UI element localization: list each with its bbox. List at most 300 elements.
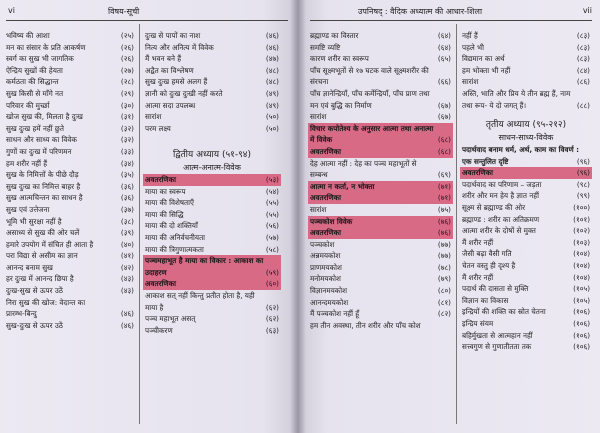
toc-entry [308, 30, 453, 42]
toc-entry [308, 216, 453, 228]
toc-entry-title: परम लक्ष्य [145, 123, 171, 133]
toc-entry [143, 30, 281, 42]
right-column-2-bottom [460, 144, 592, 353]
left-page-header: विषय-सूची [108, 7, 140, 16]
toc-entry-title: अवतरणिका [462, 168, 493, 178]
toc-entry-page: (२७) [120, 65, 134, 75]
toc-entry [4, 88, 136, 100]
toc-entry-title: सुख दुःख का निमित्त बाहर है [6, 181, 81, 191]
toc-entry-title: चेतन वस्तु ही दृश्य है [462, 260, 516, 270]
toc-entry [460, 190, 592, 202]
left-page [0, 0, 298, 433]
toc-entry-page: (५५) [265, 209, 279, 219]
toc-entry [143, 42, 281, 54]
toc-entry-title: नित्य और अनित्य में विवेक [145, 42, 214, 52]
toc-entry [4, 273, 136, 285]
toc-entry-page: (५०) [265, 112, 279, 122]
toc-entry [4, 204, 136, 216]
toc-entry-page: (६५) [437, 54, 451, 64]
toc-entry-page: (३६) [120, 193, 134, 203]
toc-entry [308, 192, 453, 204]
toc-entry-title: विज्ञानमयकोश [310, 286, 348, 296]
toc-entry [4, 76, 136, 88]
toc-entry-page: (८०) [437, 286, 451, 296]
toc-entry [4, 181, 136, 193]
toc-entry [460, 100, 592, 112]
left-column-2-top [143, 30, 281, 134]
toc-entry-title: प्राणमयकोश [310, 262, 342, 272]
toc-entry-title: स्वर्ग का सुख भी जागतिक [6, 54, 74, 64]
toc-entry [460, 42, 592, 54]
chapter-subtitle: साधन-साध्य-विवेक [498, 133, 554, 142]
toc-entry-title: सुख एवं उत्तेजना [6, 204, 50, 214]
toc-entry [4, 285, 136, 297]
toc-entry-title: मन एवं बुद्धि का निर्माण [310, 100, 372, 110]
toc-entry-title: दुःख-सुख से ऊपर उठें [6, 286, 63, 296]
toc-entry [143, 174, 281, 186]
toc-entry-page: (३४) [120, 158, 134, 168]
toc-entry-page: (६३) [265, 325, 279, 335]
toc-entry [143, 290, 281, 302]
toc-entry [4, 146, 136, 158]
toc-entry [308, 297, 453, 309]
toc-entry-page: (७१) [437, 193, 451, 203]
toc-entry-title: सम्बन्ध [310, 170, 328, 180]
toc-entry-page: (४०) [120, 239, 134, 249]
toc-entry-page: (९८) [576, 179, 590, 189]
right-page-number: vii [582, 6, 592, 15]
toc-entry [143, 100, 281, 112]
toc-entry [143, 186, 281, 198]
toc-entry-page: (५८) [265, 244, 279, 254]
toc-entry [4, 65, 136, 77]
toc-entry [4, 111, 136, 123]
toc-entry-title: अवतरणिका [310, 146, 341, 156]
toc-entry-title: अवतरणिका [145, 175, 176, 184]
toc-entry-page: (७६) [437, 228, 451, 238]
toc-entry [4, 308, 136, 320]
toc-entry-title: सुख आत्मचिन्तन का साधन है [6, 193, 83, 203]
header-rule [6, 20, 288, 21]
toc-entry-page: (२६) [120, 42, 134, 52]
toc-entry-page: (४९) [265, 88, 279, 98]
toc-entry [143, 325, 281, 337]
toc-entry-title: सुख के निमित्तों के पीछे दौड़ [6, 170, 79, 180]
right-page [298, 0, 600, 433]
chapter-subtitle: आत्म-अनात्म-विवेक [183, 163, 241, 172]
toc-entry-title: मैं भवन बने हैं [145, 54, 182, 64]
toc-entry-title: साधन और साध्य का विवेक [6, 135, 77, 145]
toc-entry-page: (५४) [265, 186, 279, 196]
toc-entry-title: अवतरणिका [145, 279, 176, 289]
toc-entry-title: आत्मा सदा उपलब्ध [145, 100, 196, 110]
right-column-1 [308, 30, 453, 331]
toc-entry-page: (१०६) [573, 318, 590, 328]
toc-entry-title: माया की अनिर्वचनीयता [145, 232, 206, 242]
toc-entry-page: (६६) [437, 77, 451, 87]
toc-entry [143, 76, 281, 88]
toc-entry-page: (४६) [120, 309, 134, 319]
toc-entry-title: आत्मा न कर्ता, न भोक्ता [310, 181, 375, 191]
toc-entry [460, 214, 592, 226]
toc-entry-page: (४७) [265, 54, 279, 64]
toc-entry [460, 295, 592, 307]
left-column-1 [4, 30, 136, 331]
toc-entry [4, 30, 136, 42]
toc-entry-page: (३२) [120, 135, 134, 145]
toc-entry-page: (२९) [120, 88, 134, 98]
toc-entry-title: पञ्चीकरण [145, 325, 173, 335]
toc-entry [308, 111, 453, 123]
toc-entry-title: माया की सिद्धि [145, 209, 184, 219]
toc-entry-page: (५०) [265, 123, 279, 133]
toc-entry-title: सुख दुःख हमसे अलग हैं [145, 77, 208, 87]
toc-entry-page: (१०२) [573, 226, 590, 236]
toc-entry [460, 248, 592, 260]
toc-entry-title: पाँच ज्ञानेन्द्रियाँ, पाँच कर्मेन्द्रियाँ, पाँच प्राण तथा [310, 88, 430, 98]
toc-entry-page: (७५) [437, 204, 451, 214]
toc-entry-title: इन्द्रिय संयम [462, 318, 494, 328]
toc-entry-title: मैं शरीर नहीं [462, 272, 494, 282]
toc-entry-page: (१०५) [573, 284, 590, 294]
toc-entry-page: (१०३) [573, 237, 590, 247]
column-divider [139, 24, 140, 424]
toc-entry-title: सूक्ष्म से ब्रह्माण्ड की ओर [462, 202, 526, 212]
toc-entry-page: (८१) [437, 297, 451, 307]
book-spine [290, 0, 306, 433]
toc-entry [460, 318, 592, 330]
toc-entry [4, 158, 136, 170]
toc-entry-page: (४६) [120, 320, 134, 330]
toc-entry-title: में विवेक [310, 135, 333, 145]
toc-entry-title: तथा रूप- ये दो जगत् हैं। [462, 100, 527, 110]
toc-entry-title: आत्मा शरीर के दोषों से मुक्त [462, 226, 536, 236]
toc-entry-page: (६०) [265, 279, 279, 289]
toc-entry-page: (९९) [576, 191, 590, 201]
toc-entry-title: विचार कपोतेश्य के अनुसार आत्मा तथा अनात्मा [310, 123, 434, 133]
toc-entry [4, 262, 136, 274]
toc-entry-title: सारांश [310, 204, 327, 214]
toc-entry-title: पाँच सूक्ष्मभूतों से १७ घटक वाले सूक्ष्मशरीर की [310, 65, 429, 75]
toc-entry-page: (१०१) [573, 214, 590, 224]
toc-entry [460, 306, 592, 318]
toc-entry-title: अवतरणिका [310, 228, 341, 238]
toc-entry [143, 88, 281, 100]
toc-entry-title: ज्ञानी को दुःख दुःखी नहीं करते [145, 88, 223, 98]
toc-entry-page: (२५) [120, 31, 134, 40]
toc-entry-title: दुःख से पापों का नाश [145, 31, 201, 40]
toc-entry-title: अन्नमयकोश [310, 251, 341, 261]
toc-entry-page: (६२) [265, 314, 279, 324]
toc-entry-title: समष्टि व्यष्टि [310, 42, 341, 52]
toc-entry-title: निरा सुख की खोज: वेदान्त का [6, 297, 86, 307]
toc-entry-title: बहिर्मुखता से आत्महान नहीं [462, 330, 533, 340]
toc-entry [308, 239, 453, 251]
toc-entry-page: (३१) [120, 112, 134, 122]
chapter-title: तृतीय अध्याय (९५-२१२) [485, 120, 567, 130]
toc-entry-title: विद्यमान का अर्थ [462, 54, 505, 64]
toc-entry-title: हम भोक्ता भी नहीं [462, 65, 511, 75]
toc-entry [460, 30, 592, 42]
toc-entry-title: माया का स्वरूप [145, 186, 186, 196]
toc-entry [143, 278, 281, 290]
toc-entry-title: सारांश [145, 112, 162, 122]
toc-entry-page: (४६) [265, 31, 279, 40]
toc-entry-title: हमारे उपयोग में संचित ही आता है [6, 239, 94, 249]
toc-entry-page: (३९) [120, 228, 134, 238]
toc-entry-title: अद्वैत का विश्लेषण [145, 65, 194, 75]
toc-entry-title: ब्रह्माण्ड : शरीर का अतिक्रमण [462, 214, 540, 224]
toc-entry-page: (३६) [120, 181, 134, 191]
toc-entry-title: आकाश सत् नहीं किन्तु प्रतीत होता है, यही [145, 290, 255, 300]
toc-entry-page: (१०६) [573, 342, 590, 352]
toc-entry-page: (६७) [437, 100, 451, 110]
toc-entry-title: कारण शरीर का स्वरूप [310, 54, 369, 64]
toc-entry-page: (३२) [120, 123, 134, 133]
toc-entry-title: प्रारम्भ-बिन्दु [6, 309, 37, 319]
toc-entry-title: हर दुःख में आनन्द छिपा है [6, 274, 74, 284]
toc-entry [460, 156, 592, 168]
toc-entry-title: मैं पञ्चकोश नहीं हूँ [310, 309, 360, 319]
toc-entry [460, 65, 592, 77]
toc-entry-title: देह आत्मा नहीं : देह का पञ्च महाभूतों से [310, 158, 417, 168]
toc-entry [4, 320, 136, 332]
toc-entry-title: मैं शरीर नहीं [462, 237, 494, 247]
toc-entry-page: (६४) [437, 31, 451, 40]
toc-entry-title: सुख दुःख हमें नहीं छुते [6, 123, 64, 133]
toc-entry-page: (५३) [265, 175, 279, 184]
toc-entry [143, 244, 281, 256]
toc-entry [308, 273, 453, 285]
left-column-2-bottom [143, 174, 281, 336]
toc-entry [308, 76, 453, 88]
toc-entry [4, 123, 136, 135]
toc-entry-title: सारांश [462, 77, 479, 87]
toc-entry-title: हम तीन अवस्था, तीन शरीर और पाँच कोश [310, 320, 421, 330]
toc-entry [308, 42, 453, 54]
toc-entry-page: (३५) [120, 170, 134, 180]
toc-entry [308, 227, 453, 239]
toc-entry [143, 255, 281, 267]
toc-entry [143, 302, 281, 314]
toc-entry-page: (६८) [437, 146, 451, 156]
toc-entry-page: (७८) [437, 262, 451, 272]
toc-entry-page: (५६) [265, 221, 279, 231]
toc-entry-page: (५९) [265, 267, 279, 277]
toc-entry-title: आनन्द बनाम सुख [6, 262, 53, 272]
toc-entry-page: (४२) [120, 262, 134, 272]
toc-entry-page: (४८) [265, 65, 279, 75]
toc-entry-page: (४३) [120, 274, 134, 284]
toc-entry [308, 308, 453, 320]
toc-entry-page: (३०) [120, 100, 134, 110]
chapter-heading [460, 117, 592, 143]
toc-entry-page: (७७) [437, 251, 451, 261]
toc-entry [308, 320, 453, 332]
toc-entry-title: जैसी बढ़ा वैसी गति [462, 249, 512, 259]
toc-entry-title: पञ्चकोश [310, 239, 335, 249]
toc-entry-page: (८३) [576, 42, 590, 52]
toc-entry-page: (८४) [576, 65, 590, 75]
toc-entry [460, 179, 592, 191]
toc-entry-title: मन का संसार के प्रति आकर्षण [6, 42, 86, 52]
toc-entry [308, 100, 453, 112]
toc-entry-title: पञ्च महाभूत असत् [145, 314, 196, 324]
toc-entry-title: सुख-दुःख से ऊपर उठें [6, 320, 63, 330]
toc-entry [308, 146, 453, 158]
toc-entry-page: (३७) [120, 204, 134, 214]
toc-entry-title: ब्रह्माण्ड का विस्तार [310, 31, 359, 40]
toc-entry [4, 192, 136, 204]
toc-entry-title: संरचना [310, 77, 329, 87]
toc-entry [4, 227, 136, 239]
toc-entry [4, 134, 136, 146]
toc-entry-page: (८३) [576, 31, 590, 40]
toc-entry-page: (४६) [265, 42, 279, 52]
toc-entry-title: माया की दो शक्तियाँ [145, 221, 198, 231]
toc-entry-title: गुणों का दुःख में परिणमन [6, 146, 72, 156]
toc-entry-title: अवतरणिका [310, 193, 341, 203]
toc-entry [460, 237, 592, 249]
toc-entry-page: (८२) [437, 309, 451, 319]
toc-entry-title: पदार्थ की दासता से मुक्ति [462, 284, 529, 294]
toc-entry-title: आनन्दमयकोश [310, 297, 349, 307]
toc-entry [460, 330, 592, 342]
toc-entry-title: एक सन्तुलित दृष्टि [462, 156, 509, 166]
toc-entry [308, 250, 453, 262]
toc-entry [4, 216, 136, 228]
right-column-2-top [460, 30, 592, 111]
toc-entry-title: इन्द्रियों की शक्ति का स्रोत चेतना [462, 307, 546, 317]
toc-entry [143, 220, 281, 232]
chapter-heading [143, 147, 281, 173]
toc-entry [308, 134, 453, 146]
toc-entry [308, 53, 453, 65]
toc-entry [143, 267, 281, 279]
toc-entry-page: (७१) [437, 181, 451, 191]
toc-entry-page: (१०४) [573, 260, 590, 270]
toc-entry [460, 167, 592, 179]
toc-entry [308, 65, 453, 77]
toc-entry-title: पदार्थवाद बनाम धर्म, अर्थ, काम का विवर्ण : [462, 145, 580, 154]
toc-entry [308, 204, 453, 216]
toc-entry-page: (८६) [576, 77, 590, 87]
toc-entry [143, 232, 281, 244]
toc-entry-title: माया की विशेषताएँ [145, 198, 194, 208]
toc-entry [4, 100, 136, 112]
column-divider [456, 24, 457, 424]
toc-entry [143, 209, 281, 221]
toc-entry-page: (४१) [120, 251, 134, 261]
toc-entry-page: (६२) [265, 302, 279, 312]
toc-entry-page: (१०६) [573, 307, 590, 317]
toc-entry-title: नहीं हैं [462, 31, 478, 40]
toc-entry [308, 181, 453, 193]
toc-entry [143, 313, 281, 325]
right-page-header: उपनिषद् : वैदिक अध्यात्म की आधार-शिला [358, 7, 483, 16]
toc-entry [460, 88, 592, 100]
toc-entry-title: सुख किसी से माँगे नत [6, 88, 64, 98]
toc-entry [4, 250, 136, 262]
toc-entry-page: (१०४) [573, 272, 590, 282]
toc-entry-page: (९६) [576, 156, 590, 166]
toc-entry [460, 260, 592, 272]
toc-entry-title: शरीर और मन हेय है ज्ञात नहीं [462, 191, 539, 201]
toc-entry-title: पदार्थवाद का परिणाम – जड़ता [462, 179, 542, 189]
toc-entry [308, 262, 453, 274]
toc-entry-page: (१०४) [573, 249, 590, 259]
toc-entry [143, 111, 281, 123]
toc-entry-title: सारांश [310, 112, 327, 122]
toc-entry [308, 158, 453, 170]
toc-entry [143, 123, 281, 135]
toc-entry-title: माया है [145, 302, 164, 312]
chapter-title: द्वितीय अध्याय (५१-९४) [173, 150, 251, 160]
toc-entry-page: (२८) [120, 77, 134, 87]
toc-entry [4, 239, 136, 251]
toc-entry [308, 123, 453, 135]
toc-entry-title: मनोमयकोश [310, 274, 341, 284]
toc-entry [308, 88, 453, 100]
toc-entry [143, 197, 281, 209]
toc-entry-title: पहले भी [462, 42, 484, 52]
toc-entry-page: (५५) [265, 198, 279, 208]
toc-entry-title: पञ्चमहाभूत है माया का विकार : आकाश का [145, 256, 264, 266]
toc-entry [460, 272, 592, 284]
toc-entry-page: (६८) [437, 135, 451, 145]
toc-entry-title: परिवार की मुर्च्छा [6, 100, 50, 110]
toc-entry-title: अस्ति, भाति और प्रिय ये तीन ब्रह्म हैं, नाम [462, 88, 571, 98]
toc-entry-title: असाध्य से सुख की ओर चलें [6, 228, 80, 238]
toc-entry-page: (१०६) [573, 330, 590, 340]
toc-entry-title: भूमि भी सुरक्षा नहीं है [6, 216, 62, 226]
toc-entry-page: (९६) [576, 168, 590, 178]
toc-entry [460, 76, 592, 88]
header-rule [310, 20, 592, 21]
toc-entry [308, 285, 453, 297]
toc-entry-page: (७७) [437, 239, 451, 249]
toc-entry-title: हम शरीर नहीं हैं [6, 158, 48, 168]
toc-entry-page: (६४) [437, 42, 451, 52]
toc-entry [4, 169, 136, 181]
toc-entry-page: (६७) [437, 112, 451, 122]
toc-entry-page: (२६) [120, 54, 134, 64]
toc-entry-page: (७६) [437, 216, 451, 226]
toc-entry-page: (६९) [437, 170, 451, 180]
toc-entry-title: उदाहरण [145, 267, 167, 277]
toc-entry-page: (८८) [576, 100, 590, 110]
toc-entry [308, 169, 453, 181]
toc-entry-title: ऐन्द्रिय सुखों की हेयता [6, 65, 63, 75]
toc-entry [143, 53, 281, 65]
toc-entry [4, 53, 136, 65]
toc-entry-page: (३३) [120, 146, 134, 156]
toc-entry [4, 42, 136, 54]
toc-entry-page: (४८) [265, 77, 279, 87]
toc-entry [460, 283, 592, 295]
toc-entry-title: खोज सुख की, मिलता है दुःख [6, 112, 83, 122]
toc-entry-page: (५७) [265, 232, 279, 242]
toc-entry-title: कर्मठता की सिद्धान्त [6, 77, 59, 87]
toc-entry-page: (३८) [120, 216, 134, 226]
toc-entry-title: पञ्चकोश विवेक [310, 216, 353, 226]
toc-entry [460, 53, 592, 65]
toc-entry [460, 225, 592, 237]
toc-entry-page: (१००) [573, 202, 590, 212]
toc-entry [143, 65, 281, 77]
toc-entry [460, 144, 592, 156]
toc-entry [460, 341, 592, 353]
